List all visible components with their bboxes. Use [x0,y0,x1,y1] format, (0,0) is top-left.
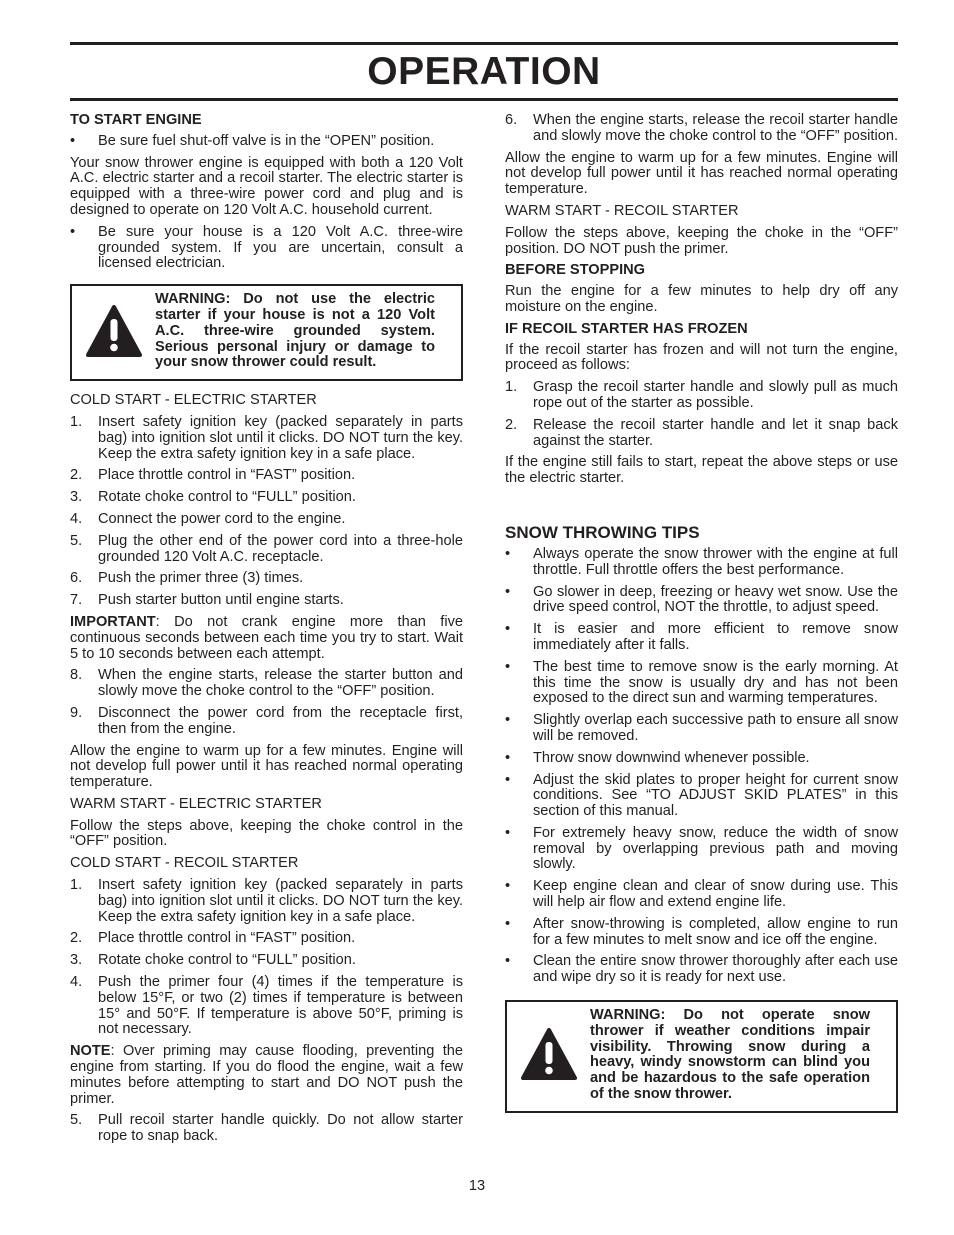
tip-item: • Always operate the snow thrower with the engine at full throttle. Full throttle offers the best performance. [505,545,898,578]
important-note: IMPORTANT: Do not crank engine more than five continuous seconds between each time you try to start. Wait 5 to 10 seconds between each attempt. [70,613,463,662]
paragraph: Your snow thrower engine is equipped with both a 120 Volt A.C. electric starter and a recoil starter. The electric starter is equipped with a three-wire power cord and plug and is designed to operate on 120 Volt A.C. household current. [70,154,463,218]
list-item: 2. Place throttle control in “FAST” position. [70,467,356,484]
list-item: 3. Rotate choke control to “FULL” position. [70,489,356,506]
tip-item: • Keep engine clean and clear of snow during use. This will help air flow and extend engine life. [505,878,898,911]
list-item: 1. Insert safety ignition key (packed separately in parts bag) into ignition slot until it clicks. DO NOT turn the key. Keep the extra safety ignition key in a safe place. [70,413,463,462]
warning-box [505,1000,898,1113]
warning-text: WARNING: Do not use the electric starter if your house is not a 120 Volt A.C. three-wire grounded system. Serious personal injury or damage to your snow thrower could result. [155,291,435,371]
heading-snow-throwing-tips: SNOW THROWING TIPS [505,522,700,542]
tip-item: • Clean the entire snow thrower thoroughly after each use and wipe dry so it is ready for next use. [505,953,898,986]
warning-text: WARNING: Do not operate snow thrower if weather conditions impair visibility. Throwing snow during a heavy, windy snowstorm can blind you and be hazardous to the safe operation of the snow thrower. [590,1007,870,1103]
list-item: 3. Rotate choke control to “FULL” position. [70,952,356,969]
tip-item: • Slightly overlap each successive path to ensure all snow will be removed. [505,712,898,744]
list-item: 9. Disconnect the power cord from the receptacle first, then from the engine. [70,704,463,737]
heading-recoil-frozen: IF RECOIL STARTER HAS FROZEN [505,320,748,337]
title-rule [70,98,898,101]
list-item: 6. Push the primer three (3) times. [70,570,304,587]
paragraph: If the engine still fails to start, repeat the above steps or use the electric starter. [505,454,898,487]
list-item: 4. Connect the power cord to the engine. [70,510,346,527]
list-item: 1. Grasp the recoil starter handle and slowly pull as much rope out of the starter as possible. [505,379,898,411]
note: NOTE: Over priming may cause flooding, preventing the engine from starting. If you do flood the engine, wait a few minutes before attempting to start and DO NOT push the primer. [70,1043,463,1107]
paragraph: Allow the engine to warm up for a few minutes. Engine will not develop full power until it has reached normal operating temperature. [70,742,463,791]
subheading-cold-start-recoil: COLD START - RECOIL STARTER [70,855,299,872]
tip-item: • It is easier and more efficient to remove snow immediately after it falls. [505,621,898,653]
tip-item: • For extremely heavy snow, reduce the width of snow removal by overlapping previous path and moving slowly. [505,824,898,873]
paragraph: Allow the engine to warm up for a few minutes. Engine will not develop full power until it has reached normal operating temperature. [505,149,898,198]
right-column [505,113,898,1125]
subheading-warm-start-recoil: WARM START - RECOIL STARTER [505,202,739,219]
heading-to-start-engine: TO START ENGINE [70,112,202,128]
tip-item: • Throw snow downwind whenever possible. [505,749,810,766]
page-title: OPERATION [367,50,601,93]
top-rule [70,42,898,45]
list-item: 2. Release the recoil starter handle and let it snap back against the starter. [505,416,898,449]
paragraph: If the recoil starter has frozen and will not turn the engine, proceed as follows: [505,341,898,374]
heading-before-stopping: BEFORE STOPPING [505,262,646,279]
warning-box [70,284,463,381]
tip-item: • Adjust the skid plates to proper height for current snow conditions. See “TO ADJUST SKID PLATES” in this section of this manual. [505,771,898,820]
warning-triangle-icon [86,305,142,366]
warning-triangle-icon [521,1028,577,1089]
subheading-warm-start-electric: WARM START - ELECTRIC STARTER [70,795,322,812]
list-item: 2. Place throttle control in “FAST” position. [70,930,356,947]
left-column [70,113,463,1151]
list-item: 7. Push starter button until engine starts. [70,592,344,609]
paragraph: Run the engine for a few minutes to help dry off any moisture on the engine. [505,283,898,315]
list-item: 4. Push the primer four (4) times if the temperature is below 15°F, or two (2) times if temperature is between 15° and 50°F. If temperature is above 50°F, priming is not necessary. [70,974,463,1038]
list-item: 5. Pull recoil starter handle quickly. Do not allow starter rope to snap back. [70,1112,463,1145]
subheading-cold-start-electric: COLD START - ELECTRIC STARTER [70,392,317,409]
tip-item: • After snow-throwing is completed, allow engine to run for a few minutes to melt snow and ice off the engine. [505,915,898,948]
list-item: • Be sure fuel shut-off valve is in the “OPEN” position. [70,132,435,149]
list-item: 5. Plug the other end of the power cord into a three-hole grounded 120 Volt A.C. receptacle. [70,532,463,565]
list-item: 1. Insert safety ignition key (packed separately in parts bag) into ignition slot until it clicks. DO NOT turn the key. Keep the extra safety ignition key in a safe place. [70,877,463,925]
paragraph: Follow the steps above, keeping the choke in the “OFF” position. DO NOT push the primer. [505,224,898,257]
list-item: 8. When the engine starts, release the starter button and slowly move the choke control to the “OFF” position. [70,667,463,700]
page-number: 13 [468,1178,486,1194]
paragraph: Follow the steps above, keeping the choke control in the “OFF” position. [70,817,463,850]
tip-item: • Go slower in deep, freezing or heavy wet snow. Use the drive speed control, NOT the throttle, to adjust speed. [505,583,898,616]
tip-item: • The best time to remove snow is the early morning. At this time the snow is usually dry and has not been exposed to the direct sun and warming temperatures. [505,658,898,707]
list-item: 6. When the engine starts, release the recoil starter handle and slowly move the choke control to the “OFF” position. [505,112,899,144]
list-item: • Be sure your house is a 120 Volt A.C. three-wire grounded system. If you are uncertain, consult a licensed electrician. [70,223,463,272]
